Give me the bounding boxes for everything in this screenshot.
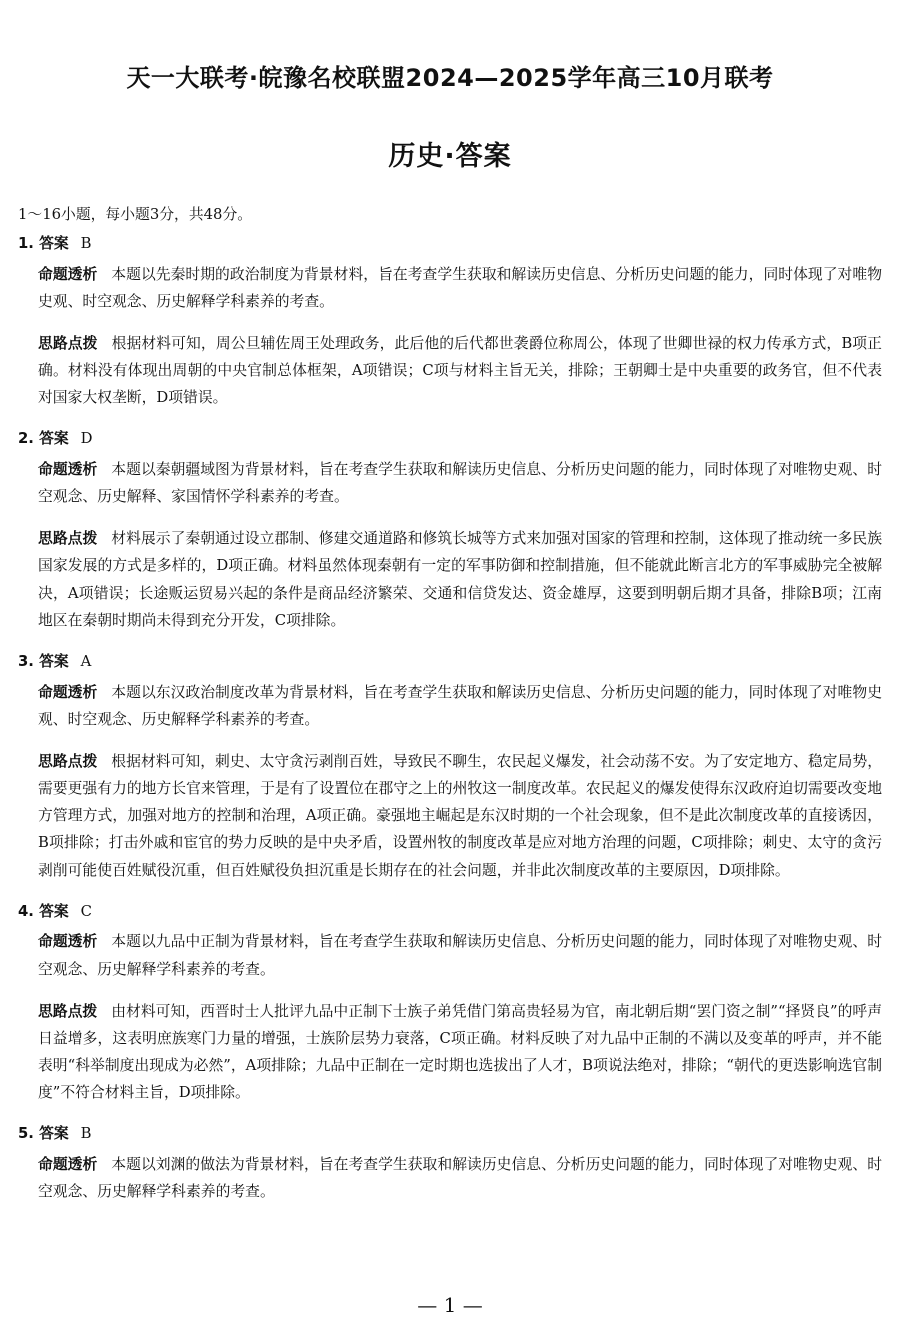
approach-paragraph: [18, 330, 882, 412]
analysis-label: 命题透析: [38, 461, 98, 478]
approach-text: 由材料可知，西晋时士人批评九品中正制下士族子弟凭借门第高贵轻易为官，南北朝后期“罢门资之制”“择贤良”的呼声日益增多，这表明庶族寒门力量的增强，士族阶层势力衰落，C项正确。材料反映了对九品中正制的不满以及变革的呼声，并不能表明“科举制度出现成为必然”，A项排除；九品中正制在一定时期也选拔出了人才，B项说法绝对，排除；“朝代的更迭影响选官制度”不符合材料主旨，D项排除。: [38, 1002, 882, 1102]
approach-paragraph: [18, 748, 882, 884]
answer-letter: B: [80, 1125, 92, 1143]
question-number: 1. 答案: [18, 234, 69, 252]
approach-paragraph: [18, 998, 882, 1107]
approach-label: 思路点拨: [38, 530, 98, 548]
question-number: 5. 答案: [18, 1125, 69, 1143]
analysis-label: 命题透析: [38, 1156, 98, 1174]
analysis-paragraph: [18, 1151, 882, 1205]
approach-text: 根据材料可知，周公旦辅佐周王处理政务，此后他的后代都世袭爵位称周公，体现了世卿世禄的权力传承方式，B项正确。材料没有体现出周朝的中央官制总体框架，A项错误；C项与材料主旨无关，排除；王朝卿士是中央重要的政务官，但不代表对国家大权垄断，D项错误。: [38, 334, 882, 407]
exam-title: 天一大联考·皖豫名校联盟2024—2025学年高三10月联考: [126, 64, 774, 92]
subject-title: 历史·答案: [388, 141, 512, 172]
analysis-paragraph: [18, 928, 882, 982]
page-number: — 1 —: [417, 1293, 483, 1317]
approach-text: 根据材料可知，刺史、太守贪污剥削百姓，导致民不聊生，农民起义爆发，社会动荡不安。为了安定地方、稳定局势，需要更强有力的地方长官来管理，于是有了设置位在郡守之上的州牧这一制度改革。农民起义的爆发使得东汉政府迫切需要改变地方管理方式，加强对地方的控制和治理，A项正确。豪强地主崛起是东汉时期的一个社会现象，但不是此次制度改革的直接诱因，B项排除；打击外戚和宦官的势力反映的是中央矛盾，设置州牧的制度改革是应对地方治理的问题，C项排除；刺史、太守的贪污剥削可能使百姓赋役沉重，但百姓赋役负担沉重是长期存在的社会问题，并非此次制度改革的主要原因，D项排除。: [38, 752, 882, 879]
answer-letter: C: [80, 902, 92, 920]
answer-letter: D: [80, 430, 93, 448]
question-number: 4. 答案: [18, 902, 69, 920]
analysis-text: 本题以秦朝疆域图为背景材料，旨在考查学生获取和解读历史信息、分析历史问题的能力，同时体现了对唯物史观、时空观念、历史解释、家国情怀学科素养的考查。: [38, 461, 882, 506]
analysis-text: 本题以九品中正制为背景材料，旨在考查学生获取和解读历史信息、分析历史问题的能力，同时体现了对唯物史观、时空观念、历史解释学科素养的考查。: [38, 933, 882, 978]
question-2: [18, 426, 882, 634]
approach-label: 思路点拨: [38, 1002, 98, 1020]
approach-label: 思路点拨: [38, 752, 98, 770]
analysis-text: 本题以先秦时期的政治制度为背景材料，旨在考查学生获取和解读历史信息、分析历史问题的能力，同时体现了对唯物史观、时空观念、历史解释学科素养的考查。: [38, 265, 882, 310]
question-4: [18, 899, 882, 1107]
analysis-paragraph: [18, 261, 882, 315]
analysis-label: 命题透析: [38, 933, 98, 951]
analysis-paragraph: [18, 456, 882, 510]
intro-text: 1～16小题，每小题3分，共48分。: [18, 206, 253, 223]
answer-content: [18, 202, 882, 1220]
approach-paragraph: [18, 525, 882, 634]
answer-letter: A: [80, 652, 92, 670]
question-number: 3. 答案: [18, 652, 69, 670]
analysis-paragraph: [18, 679, 882, 733]
question-3: [18, 649, 882, 884]
question-number: 2. 答案: [18, 430, 69, 448]
approach-label: 思路点拨: [38, 334, 98, 352]
analysis-label: 命题透析: [38, 265, 98, 283]
question-5: [18, 1121, 882, 1205]
question-1: [18, 231, 882, 412]
analysis-label: 命题透析: [38, 683, 98, 701]
analysis-text: 本题以东汉政治制度改革为背景材料，旨在考查学生获取和解读历史信息、分析历史问题的能力，同时体现了对唯物史观、时空观念、历史解释学科素养的考查。: [38, 683, 882, 728]
analysis-text: 本题以刘渊的做法为背景材料，旨在考查学生获取和解读历史信息、分析历史问题的能力，同时体现了对唯物史观、时空观念、历史解释学科素养的考查。: [38, 1156, 882, 1201]
approach-text: 材料展示了秦朝通过设立郡制、修建交通道路和修筑长城等方式来加强对国家的管理和控制，这体现了推动统一多民族国家发展的方式是多样的，D项正确。材料虽然体现秦朝有一定的军事防御和控制措施，但不能就此断言北方的军事威胁完全被解决，A项错误；长途贩运贸易兴起的条件是商品经济繁荣、交通和信贷发达、资金雄厚，这要到明朝后期才具备，排除B项；江南地区在秦朝时期尚未得到充分开发，C项排除。: [38, 530, 882, 629]
answer-letter: B: [80, 234, 92, 252]
